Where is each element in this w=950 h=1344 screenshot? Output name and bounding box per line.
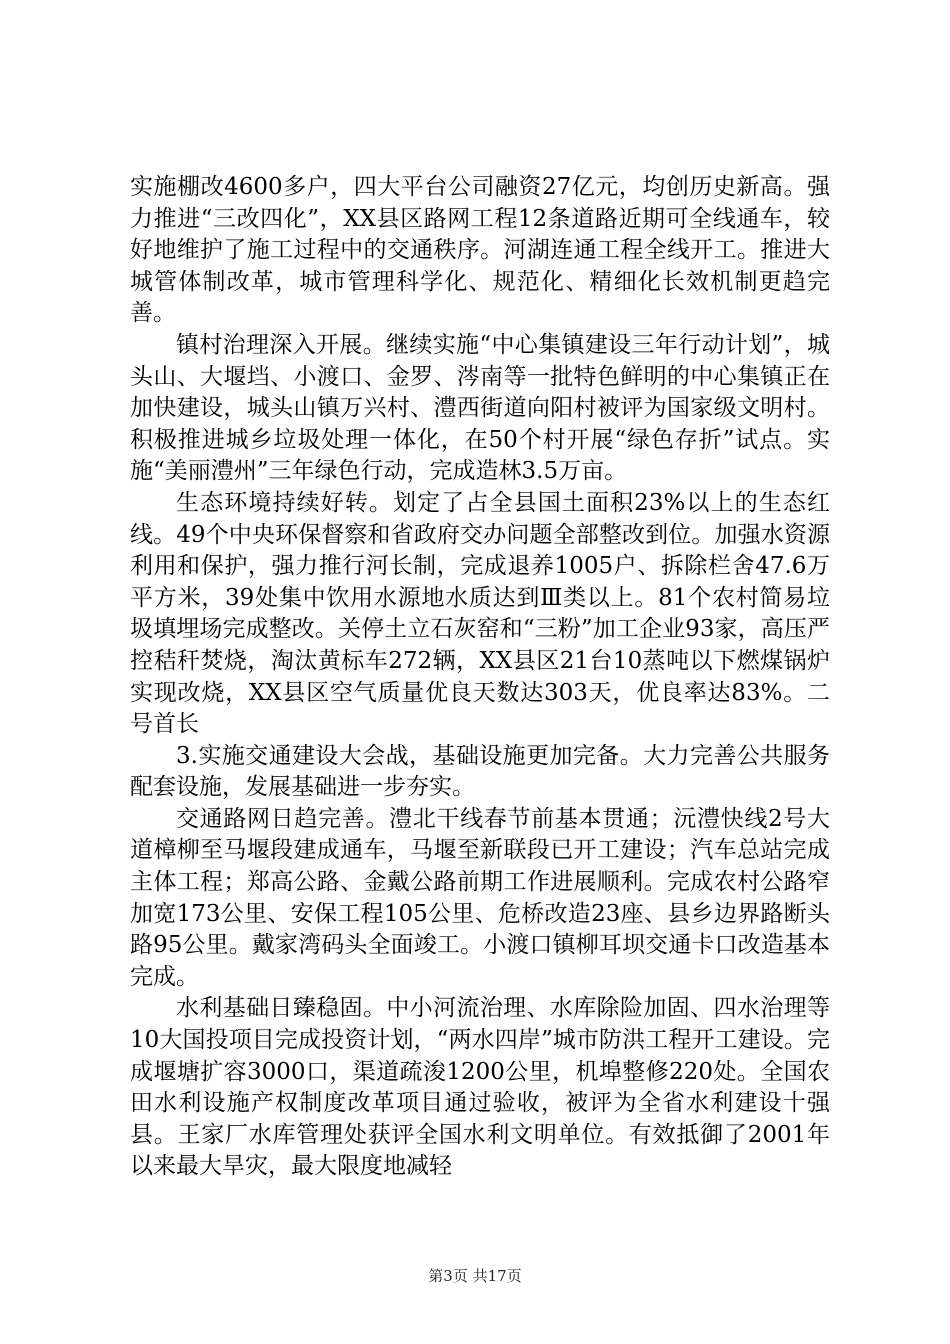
page-number-footer: 第3页 共17页 <box>428 1267 522 1285</box>
section-heading-transport-construction: 3.实施交通建设大会战，基础设施更加完备。大力完善公共服务配套设施，发展基础进一步夯实。 <box>130 742 830 801</box>
paragraph-town-village-governance: 镇村治理深入开展。继续实施“中心集镇建设三年行动计划”，城头山、大堰垱、小渡口、金罗、涔南等一批特色鲜明的中心集镇正在加快建设，城头山镇万兴村、澧西街道向阳村被评为国家级文明村。积极推进城乡垃圾处理一体化，在50个村开展“绿色存折”试点。实施“美丽澧州”三年绿色行动，完成造林3.5万亩。 <box>130 331 830 485</box>
paragraph-continuation: 实施棚改4600多户，四大平台公司融资27亿元，均创历史新高。强力推进“三改四化”，XX县区路网工程12条道路近期可全线通车，较好地维护了施工过程中的交通秩序。河湖连通工程全线开工。推进大城管体制改革，城市管理科学化、规范化、精细化长效机制更趋完善。 <box>130 174 830 327</box>
paragraph-transport-network: 交通路网日趋完善。澧北干线春节前基本贯通；沅澧快线2号大道樟柳至马堰段建成通车，马堰至新联段已开工建设；汽车总站完成主体工程；郑高公路、金戴公路前期工作进展顺利。完成农村公路窄加宽173公里、安保工程105公里、危桥改造23座、县乡边界路断头路95公里。戴家湾码头全面竣工。小渡口镇柳耳坝交通卡口改造基本完成。 <box>130 805 830 990</box>
paragraph-water-conservancy: 水利基础日臻稳固。中小河流治理、水库除险加固、四水治理等10大国投项目完成投资计划，“两水四岸”城市防洪工程开工建设。完成堰塘扩容3000口，渠道疏浚1200公里，机埠整修220处。全国农田水利设施产权制度改革项目通过验收，被评为全省水利建设十强县。王家厂水库管理处获评全国水利文明单位。有效抵御了2001年以来最大旱灾，最大限度地减轻 <box>130 995 830 1180</box>
document-body <box>130 172 830 1183</box>
paragraph-ecological-environment: 生态环境持续好转。划定了占全县国土面积23%以上的生态红线。49个中央环保督察和省政府交办问题全部整改到位。加强水资源利用和保护，强力推行河长制，完成退养1005户、拆除栏舍47.6万平方米，39处集中饮用水源地水质达到Ⅲ类以上。81个农村简易垃圾填埋场完成整改。关停土立石灰窑和“三粉”加工企业93家，高压严控秸秆焚烧，淘汰黄标车272辆，XX县区21台10蒸吨以下燃煤锅炉实现改烧，XX县区空气质量优良天数达303天，优良率达83%。二号首长 <box>130 489 830 738</box>
